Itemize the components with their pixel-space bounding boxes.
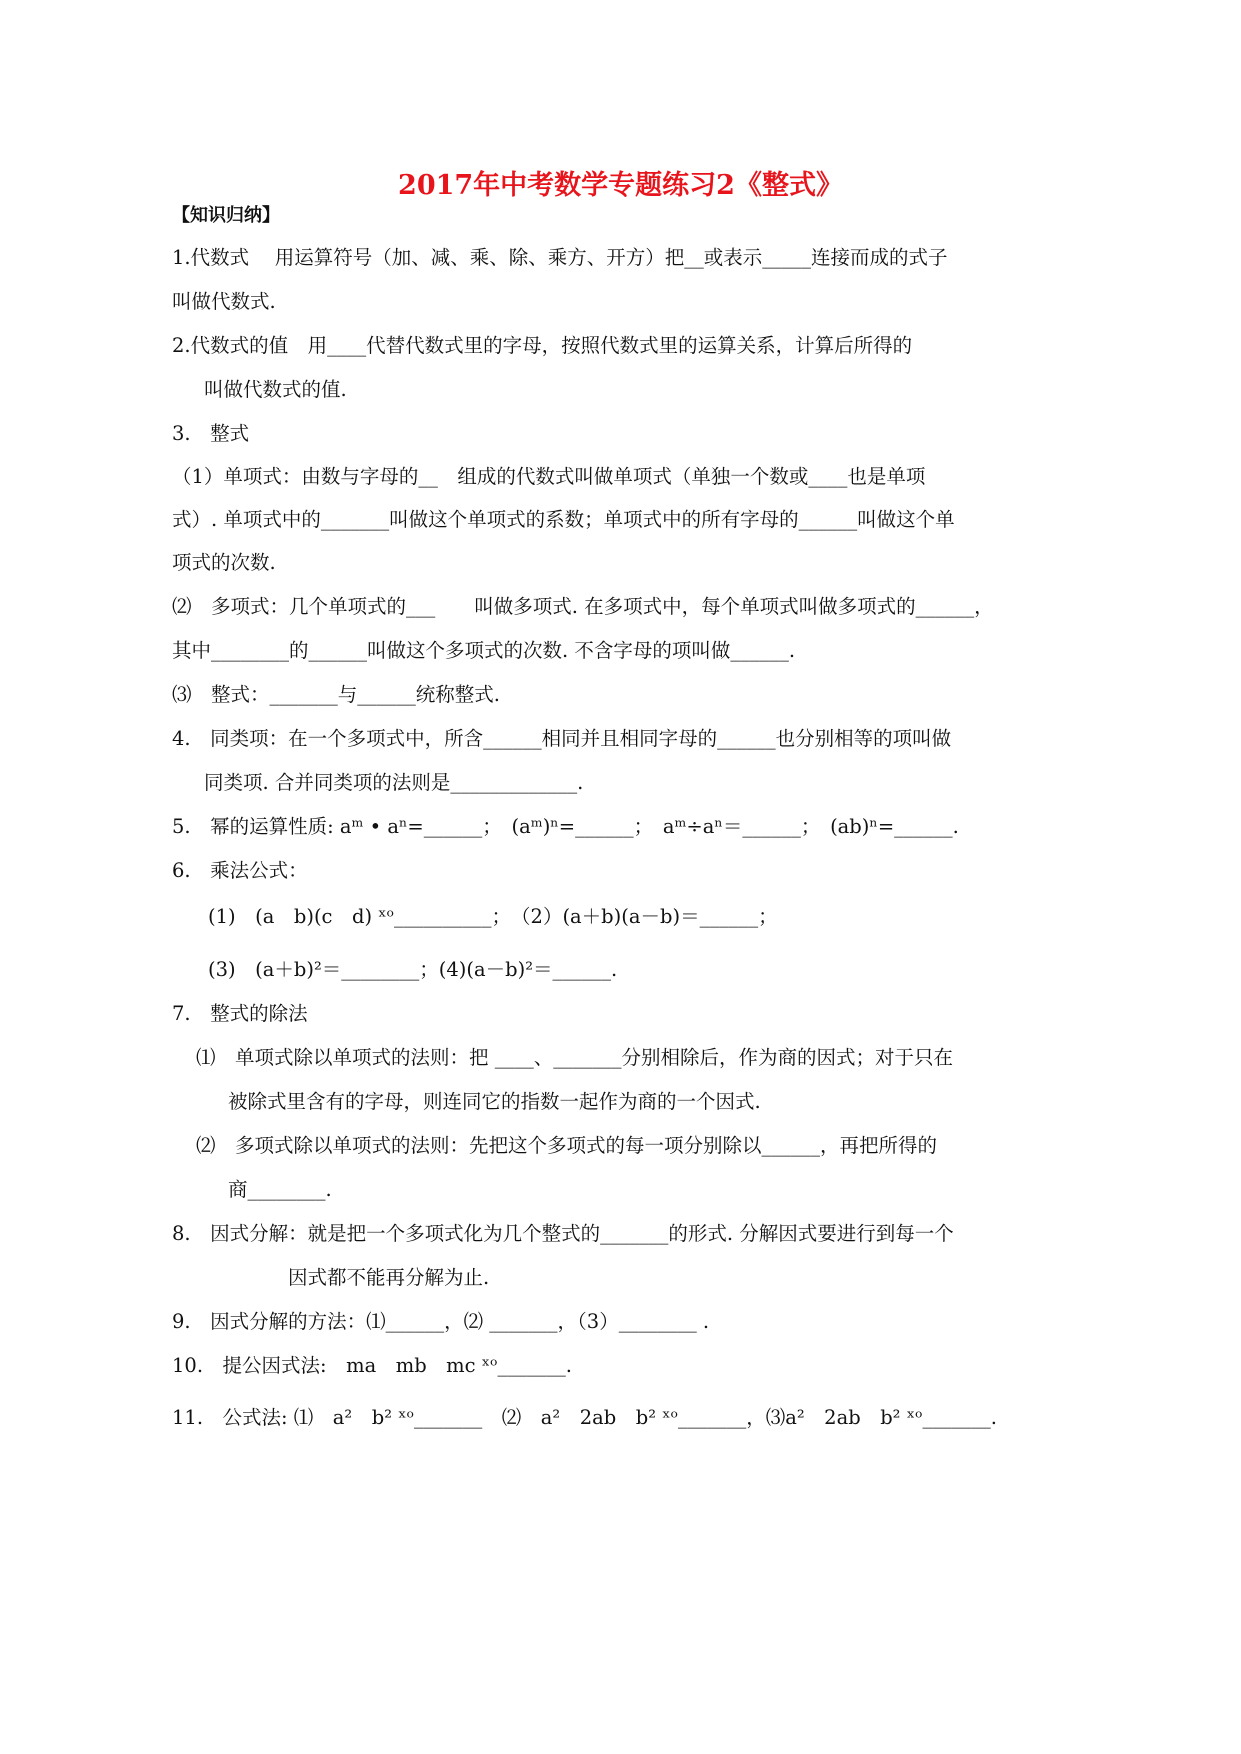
text-line: 6. 乘法公式： (172, 859, 308, 882)
text-line: 8. 因式分解：就是把一个多项式化为几个整式的_______的形式. 分解因式要进行到每一个 (172, 1222, 954, 1245)
text-line: 其中________的______叫做这个多项式的次数. 不含字母的项叫做______. (172, 639, 796, 662)
text-line: 被除式里含有的字母，则连同它的指数一起作为商的一个因式. (228, 1090, 761, 1113)
text-line: ⑶ 整式：_______与______统称整式. (172, 683, 500, 706)
text-line: 7. 整式的除法 (172, 1002, 308, 1025)
text-line: 式）. 单项式中的_______叫做这个单项式的系数；单项式中的所有字母的______叫做这个单 (172, 508, 955, 531)
text-line: 同类项. 合并同类项的法则是_____________. (204, 771, 584, 794)
text-line: 4. 同类项：在一个多项式中，所含______相同并且相同字母的______也分别相等的项叫做 (172, 727, 952, 750)
text-line: (1) (a b)(c d) ˣᵒ__________； （2）(a＋b)(a－b)＝______； (208, 905, 778, 928)
text-line: 因式都不能再分解为止. (288, 1266, 490, 1289)
text-line: 叫做代数式. (172, 290, 276, 313)
text-line: 9. 因式分解的方法：⑴______，⑵ _______，（3）________ . (172, 1310, 710, 1333)
text-line: 商________. (228, 1178, 332, 1201)
page-title: 2017年中考数学专题练习2《整式》 (398, 170, 843, 201)
text-line: ⑴ 单项式除以单项式的法则：把 ____、_______分别相除后，作为商的因式；对于只在 (196, 1046, 953, 1069)
text-line: 项式的次数. (172, 551, 276, 574)
section-heading: 【知识归纳】 (172, 205, 280, 226)
text-line: (3) (a＋b)²＝________；(4)(a－b)²＝______. (208, 958, 618, 981)
text-line: 1.代数式 用运算符号（加、减、乘、除、乘方、开方）把__或表示_____连接而成的式子 (172, 246, 948, 269)
text-line: 11. 公式法: ⑴ a² b² ˣᵒ_______ ⑵ a² 2ab b² ˣᵒ_______，⑶a² 2ab b² ˣᵒ_______. (172, 1406, 997, 1429)
text-line: 5. 幂的运算性质: aᵐ • aⁿ=______； (aᵐ)ⁿ=______； aᵐ÷aⁿ＝______； (ab)ⁿ=______. (172, 815, 959, 838)
text-line: 叫做代数式的值. (204, 378, 347, 401)
text-line: （1）单项式：由数与字母的__ 组成的代数式叫做单项式（单独一个数或____也是单项 (172, 465, 926, 488)
text-line: ⑵ 多项式除以单项式的法则：先把这个多项式的每一项分别除以______，再把所得的 (196, 1134, 938, 1157)
text-line: 10. 提公因式法: ma mb mc ˣᵒ_______. (172, 1354, 573, 1377)
text-line: 2.代数式的值 用____代替代数式里的字母，按照代数式里的运算关系，计算后所得的 (172, 334, 913, 357)
text-line: ⑵ 多项式：几个单项式的___ 叫做多项式. 在多项式中，每个单项式叫做多项式的______， (172, 595, 994, 618)
text-line: 3. 整式 (172, 422, 250, 445)
